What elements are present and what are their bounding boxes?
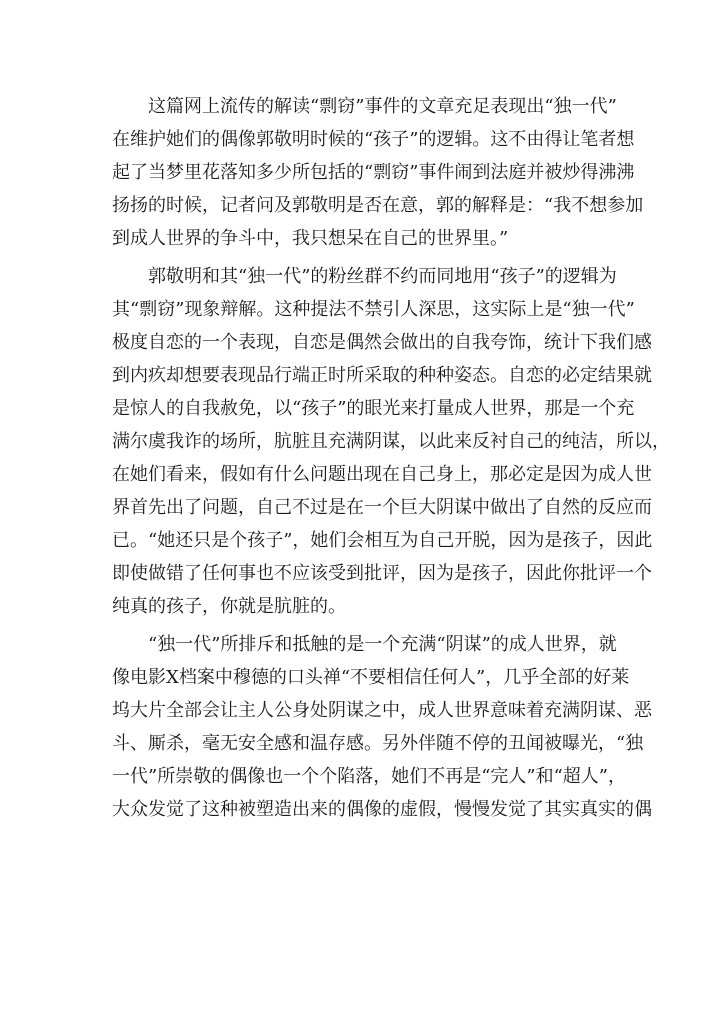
paragraph-line: “独一代”所排斥和抵触的是一个充满“阴谋”的成人世界，就 xyxy=(148,634,617,655)
paragraph-line: 是惊人的自我赦免，以“孩子”的眼光来打量成人世界，那是一个充 xyxy=(112,398,635,419)
paragraph-line: 坞大片全部会让主人公身处阴谋之中，成人世界意味着充满阴谋、恶 xyxy=(112,700,652,721)
paragraph-line: 像电影X档案中穆德的口头禅“不要相信任何人”，几乎全部的好莱 xyxy=(112,667,630,688)
paragraph-line: 极度自恋的一个表现，自恋是偶然会做出的自我夸饰，统计下我们感 xyxy=(112,332,652,353)
paragraph-line: 扬扬的时候，记者问及郭敬明是否在意，郭的解释是：“我不想参加 xyxy=(112,195,644,216)
paragraph-line: 大众发觉了这种被塑造出来的偶像的虚假，慢慢发觉了其实真实的偶 xyxy=(112,799,652,820)
paragraph-line: 已。“她还只是个孩子”，她们会相互为自己开脱，因为是孩子，因此 xyxy=(112,530,653,551)
paragraph-line: 到成人世界的争斗中，我只想呆在自己的世界里。” xyxy=(112,228,509,249)
paragraph-line: 在她们看来，假如有什么问题出现在自己身上，那必定是因为成人世 xyxy=(112,464,652,485)
document-body xyxy=(112,90,670,826)
paragraph-line: 郭敬明和其“独一代”的粉丝群不约而同地用“孩子”的逻辑为 xyxy=(148,266,617,287)
paragraph-line: 到内疚却想要表现品行端正时所采取的种种姿态。自恋的必定结果就 xyxy=(112,365,652,386)
paragraph-line: 其“剽窃”现象辩解。这种提法不禁引人深思，这实际上是“独一代” xyxy=(112,299,635,320)
paragraph-line: 在维护她们的偶像郭敬明时候的“孩子”的逻辑。这不由得让笔者想 xyxy=(112,129,635,150)
paragraph-line: 界首先出了问题，自己不过是在一个巨大阴谋中做出了自然的反应而 xyxy=(112,497,652,518)
paragraph-line: 这篇网上流传的解读“剽窃”事件的文章充足表现出“独一代” xyxy=(148,96,617,117)
paragraph-line: 起了当梦里花落知多少所包括的“剽窃”事件闹到法庭并被炒得沸沸 xyxy=(112,162,635,183)
paragraph-line: 满尔虞我诈的场所，肮脏且充满阴谋，以此来反衬自己的纯洁，所以， xyxy=(112,431,670,452)
paragraph-line: 一代”所崇敬的偶像也一个个陷落，她们不再是“完人”和“超人”， xyxy=(112,766,627,787)
paragraph-line: 斗、厮杀，毫无安全感和温存感。另外伴随不停的丑闻被曝光，“独 xyxy=(112,733,644,754)
paragraph-line: 即使做错了任何事也不应该受到批评，因为是孩子，因此你批评一个 xyxy=(112,563,652,584)
paragraph-line: 纯真的孩子，你就是肮脏的。 xyxy=(112,596,346,617)
